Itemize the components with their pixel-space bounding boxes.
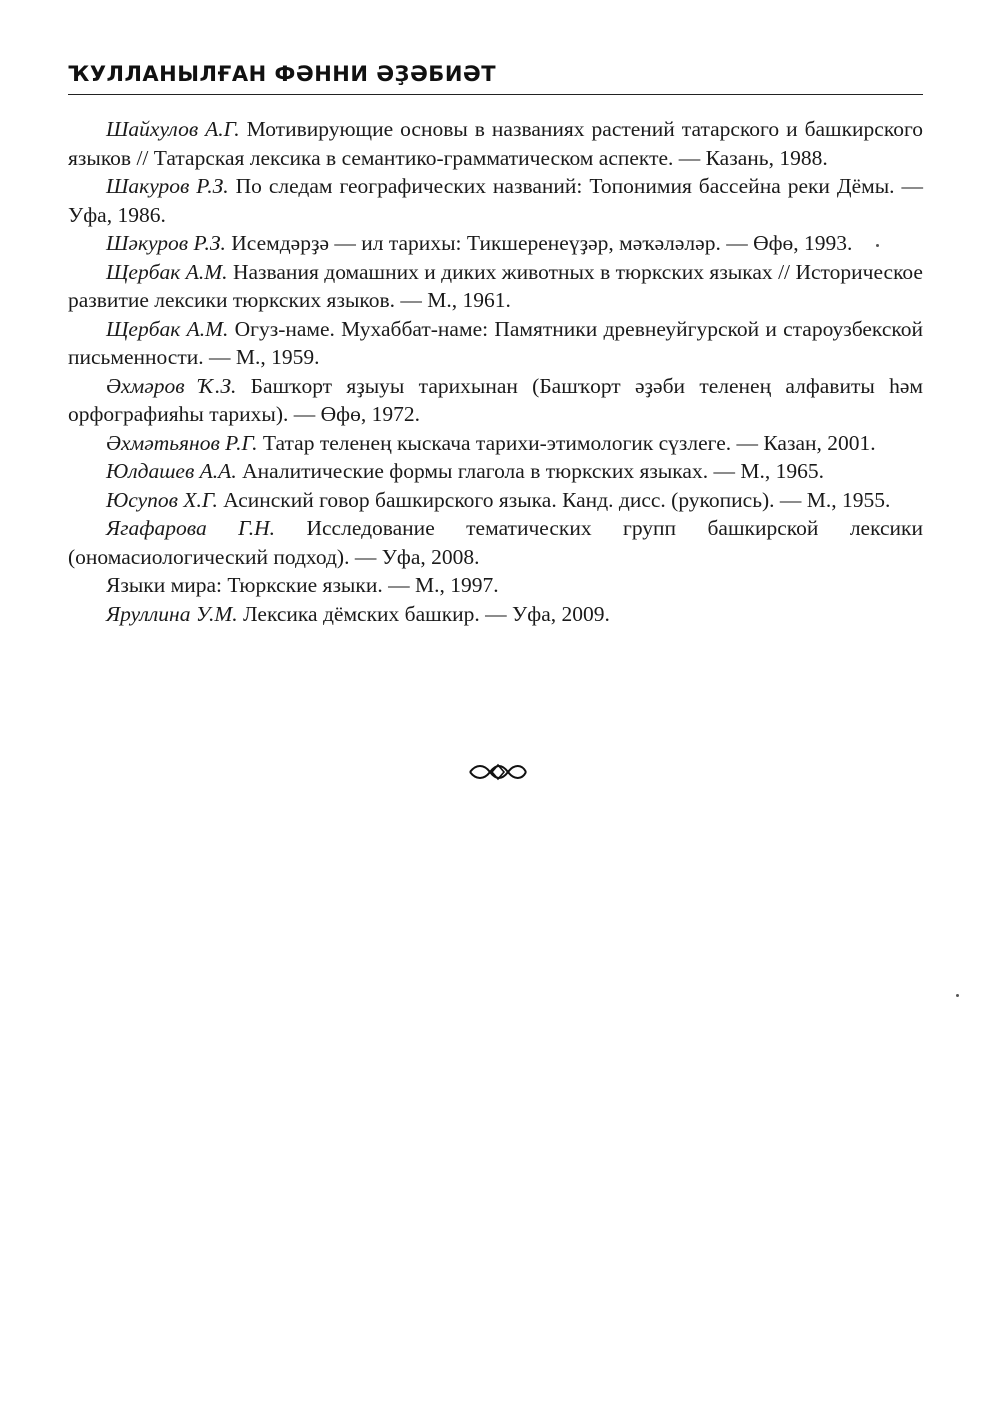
entry-text: Лексика дёмских башкир. — Уфа, 2009. <box>237 601 610 626</box>
bibliography-entry <box>68 372 923 429</box>
entry-author: Шәкуров Р.З. <box>106 231 226 255</box>
entry-text: Языки мира: Тюркские языки. — М., 1997. <box>106 573 499 597</box>
entry-text: Исследование тематических групп башкирской лексики (ономасиологический подход). — Уфа, 2008. <box>68 516 924 569</box>
bibliography-entry <box>68 457 923 486</box>
entry-text: Асинский говор башкирского языка. Канд. дисс. (рукопись). — М., 1955. <box>217 487 891 512</box>
bibliography-entry <box>68 571 923 600</box>
entry-author: Щербак А.М. <box>106 316 229 341</box>
entry-text: По следам географических названий: Топонимия бассейна реки Дёмы. — Уфа, 1986. <box>68 174 923 227</box>
bibliography-entry <box>68 229 923 258</box>
bibliography-entry <box>68 600 923 629</box>
entry-author: Щербак А.М. <box>106 259 228 284</box>
bibliography-entry <box>68 115 923 172</box>
entry-text: Мотивирующие основы в названиях растений татарского и башкирского языков // Татарская лексика в семантико-грамматическом аспекте. — Казань, 1988. <box>68 117 923 170</box>
bibliography-list <box>68 115 923 628</box>
entry-text: Аналитические формы глагола в тюркских языках. — М., 1965. <box>236 459 824 483</box>
entry-author: Әхмәров Ҡ.З. <box>106 373 237 398</box>
header-rule <box>68 94 923 95</box>
entry-author: Яруллина У.М. <box>106 601 238 626</box>
decorative-knot-icon <box>468 760 528 784</box>
bibliography-entry <box>68 429 923 458</box>
bibliography-entry <box>68 258 923 315</box>
scan-speck <box>956 994 959 997</box>
entry-text: Огуз-наме. Мухаббат-наме: Памятники древнеуйгурской и староузбекской письменности. — М., 1959. <box>68 316 923 369</box>
entry-text: Названия домашних и диких животных в тюркских языках // Историческое развитие лексики тюркских языков. — М., 1961. <box>68 259 923 312</box>
entry-author: Ягафарова Г.Н. <box>106 516 276 540</box>
bibliography-entry <box>68 514 923 571</box>
entry-text: Исемдәрҙә — ил тарихы: Тикшеренеүҙәр, мәҡәләләр. — Өфө, 1993. <box>225 231 853 255</box>
entry-text: Башҡорт яҙыуы тарихынан (Башҡорт әҙәби теленең алфавиты һәм орфографияһы тарихы). — Өфө, 1972. <box>68 373 923 426</box>
entry-text: Татар теленең кыскача тарихи-этимологик сүзлеге. — Казан, 2001. <box>257 430 876 455</box>
entry-author: Юлдашев А.А. <box>106 459 237 483</box>
bibliography-entry <box>68 486 923 515</box>
entry-author: Юсупов Х.Г. <box>106 487 218 512</box>
entry-author: Шайхулов А.Г. <box>106 117 240 141</box>
entry-author: Шакуров Р.З. <box>106 174 229 198</box>
bibliography-entry <box>68 172 923 229</box>
running-head: ҠУЛЛАНЫЛҒАН ФӘННИ ӘҘӘБИӘТ <box>68 62 497 86</box>
scan-speck <box>876 244 879 247</box>
bibliography-entry <box>68 315 923 372</box>
entry-author: Әхмәтьянов Р.Г. <box>106 430 258 455</box>
